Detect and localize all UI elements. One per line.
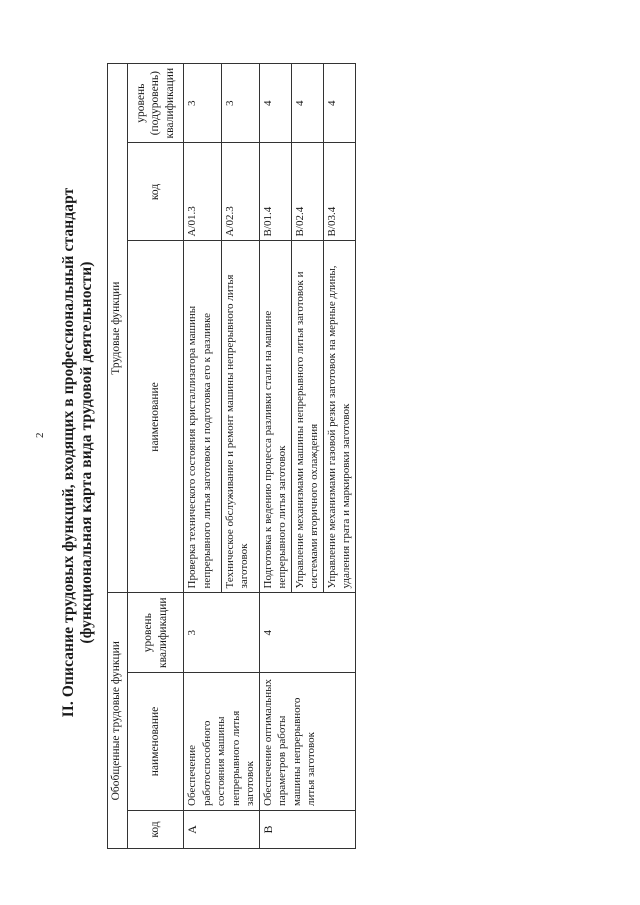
- table-row: [184, 63, 222, 848]
- function-code: B/03.4: [323, 143, 355, 241]
- function-level: 4: [323, 63, 355, 143]
- group-code: B: [259, 811, 355, 849]
- function-code: B/01.4: [259, 143, 291, 241]
- group-level: 3: [184, 593, 260, 673]
- function-level: 3: [221, 63, 259, 143]
- function-level: 4: [259, 63, 291, 143]
- header-tf-name: наименование: [128, 241, 184, 593]
- function-name: Проверка технического состояния кристаллизатора машины непрерывного литья заготовок и подготовка его к разливке: [184, 241, 222, 593]
- group-level: 4: [259, 593, 355, 673]
- section-subtitle: (функциональная карта вида трудовой деятельности): [78, 261, 95, 644]
- table-row: [259, 63, 291, 848]
- function-name: Техническое обслуживание и ремонт машины непрерывного литья заготовок: [221, 241, 259, 593]
- function-level: 4: [291, 63, 323, 143]
- section-title: II. Описание трудовых функций, входящих в профессиональный стандарт: [60, 187, 77, 718]
- header-tf-code: код: [128, 143, 184, 241]
- header-name: наименование: [128, 673, 184, 811]
- function-code: A/01.3: [184, 143, 222, 241]
- group-name: Обеспечение оптимальных параметров работы машины непрерывного литья заготовок: [259, 673, 355, 811]
- function-name: Управление механизмами машины непрерывного литья заготовок и системами вторичного охлаждения: [291, 241, 323, 593]
- header-generalized-functions: Обобщенные трудовые функции: [108, 593, 128, 849]
- header-code: код: [128, 811, 184, 849]
- function-name: Подготовка к ведению процесса разливки стали на машине непрерывного литья заготовок: [259, 241, 291, 593]
- function-level: 3: [184, 63, 222, 143]
- group-name: Обеспечение работоспособного состояния машины непрерывного литья заготовок: [184, 673, 260, 811]
- function-code: B/02.4: [291, 143, 323, 241]
- group-code: A: [184, 811, 260, 849]
- function-code: A/02.3: [221, 143, 259, 241]
- function-name: Управление механизмами газовой резки заготовок на мерные длины, удаления грата и маркировки заготовок: [323, 241, 355, 593]
- header-qualification: уровень квалификации: [128, 593, 184, 673]
- header-tf-level: уровень (подуровень) квалификации: [128, 63, 184, 143]
- header-labor-functions: Трудовые функции: [108, 63, 128, 593]
- functional-map-table: [107, 63, 356, 849]
- page-number: 2: [34, 432, 46, 438]
